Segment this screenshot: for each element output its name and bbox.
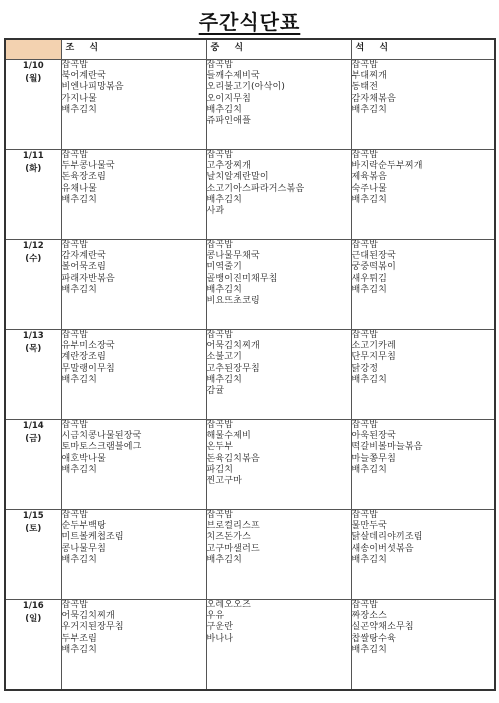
menu-item: 잡곡밥 [206, 420, 234, 430]
menu-item: 배추김치 [351, 554, 388, 565]
date-cell [5, 330, 61, 420]
date-label: 1/11 [22, 151, 44, 161]
menu-item: 두부콩나물국 [61, 161, 115, 172]
menu-item: 배추김치 [206, 284, 243, 295]
menu-item: 어묵김치찌개 [61, 611, 115, 622]
date-label: 1/12 [22, 241, 44, 251]
menu-item: 배추김치 [351, 374, 388, 385]
dinner-cell [351, 330, 495, 420]
menu-item: 새송이버섯볶음 [351, 543, 414, 554]
menu-item: 시금치콩나물된장국 [61, 431, 142, 442]
menu-item: 잡곡밥 [206, 510, 234, 520]
menu-item: 배추김치 [61, 284, 98, 295]
header-corner [5, 39, 61, 60]
table-row [5, 600, 495, 691]
breakfast-cell [61, 150, 206, 240]
menu-body [5, 60, 495, 691]
breakfast-cell [61, 600, 206, 691]
menu-item: 닭강정 [351, 363, 379, 374]
lunch-cell [206, 150, 351, 240]
menu-item: 잡곡밥 [206, 330, 234, 340]
lunch-cell [206, 60, 351, 150]
date-cell [5, 150, 61, 240]
menu-item: 배추김치 [351, 194, 388, 205]
menu-item: 감자계란국 [61, 251, 106, 262]
menu-item: 동태전 [351, 82, 379, 93]
menu-item: 해물수제비 [206, 431, 251, 442]
menu-item: 구운란 [206, 622, 234, 633]
menu-item: 잡곡밥 [351, 510, 379, 520]
weekday-label: (화) [25, 164, 42, 174]
menu-item: 아욱된장국 [351, 431, 396, 442]
menu-item: 사과 [206, 206, 225, 217]
menu-item: 소고기카레 [351, 341, 396, 352]
menu-item: 잡곡밥 [351, 240, 379, 250]
menu-item: 잡곡밥 [206, 60, 234, 70]
menu-item: 숙주나물 [351, 183, 388, 194]
menu-item: 우유 [206, 611, 225, 622]
menu-item: 파래자반볶음 [61, 273, 115, 284]
menu-item: 새우튀김 [351, 273, 388, 284]
menu-item: 배추김치 [351, 284, 388, 295]
menu-item: 비요뜨초코링 [206, 296, 260, 307]
table-row [5, 150, 495, 240]
menu-item: 배추김치 [61, 554, 98, 565]
breakfast-cell [61, 330, 206, 420]
menu-item: 잡곡밥 [206, 240, 234, 250]
menu-item: 배추김치 [61, 194, 98, 205]
menu-item: 두부조림 [61, 633, 98, 644]
lunch-cell [206, 420, 351, 510]
breakfast-cell [61, 240, 206, 330]
menu-item: 들깨수제비국 [206, 71, 260, 82]
lunch-cell [206, 510, 351, 600]
weekday-label: (토) [25, 524, 42, 534]
menu-item: 부대찌개 [351, 71, 388, 82]
menu-item: 잡곡밥 [61, 330, 89, 340]
dinner-cell [351, 240, 495, 330]
menu-item: 잡곡밥 [61, 150, 89, 160]
title-wrapper [0, 6, 499, 35]
menu-table [4, 38, 496, 691]
menu-item: 배추김치 [351, 104, 388, 115]
menu-item: 미트볼케첩조림 [61, 532, 124, 543]
date-cell [5, 510, 61, 600]
menu-item: 잡곡밥 [206, 150, 234, 160]
table-row [5, 60, 495, 150]
menu-item: 잡곡밥 [61, 60, 89, 70]
lunch-cell [206, 240, 351, 330]
menu-item: 치즈돈가스 [206, 532, 251, 543]
weekday-label: (금) [25, 434, 42, 444]
menu-item: 바나나 [206, 633, 234, 644]
menu-item: 온두부 [206, 442, 234, 453]
menu-item: 파김치 [206, 464, 234, 475]
menu-item: 고추장찌개 [206, 161, 251, 172]
breakfast-cell [61, 420, 206, 510]
menu-item: 미역줄기 [206, 262, 243, 273]
menu-item: 배추김치 [206, 104, 243, 115]
menu-item: 잡곡밥 [61, 240, 89, 250]
menu-item: 오리불고기(아삭이) [206, 82, 286, 93]
date-cell [5, 600, 61, 691]
date-cell [5, 420, 61, 510]
menu-item: 떡갈비볼마늘볶음 [351, 442, 423, 453]
menu-item: 잡곡밥 [61, 600, 89, 610]
menu-item: 닭살데리야끼조림 [351, 532, 423, 543]
menu-item: 콩나물무채국 [206, 251, 260, 262]
menu-item: 바지락순두부찌개 [351, 161, 423, 172]
menu-item: 잡곡밥 [61, 420, 89, 430]
menu-item: 돈육김치볶음 [206, 453, 260, 464]
breakfast-cell [61, 60, 206, 150]
menu-item: 콩나물무침 [61, 543, 106, 554]
menu-item: 배추김치 [206, 194, 243, 205]
date-label: 1/16 [22, 601, 44, 611]
dinner-cell [351, 420, 495, 510]
menu-item: 배추김치 [351, 464, 388, 475]
menu-item: 배추김치 [61, 374, 98, 385]
date-label: 1/14 [22, 421, 44, 431]
menu-item: 애호박나물 [61, 453, 106, 464]
menu-item: 비엔나피망볶음 [61, 82, 124, 93]
weekday-label: (일) [25, 614, 42, 624]
menu-item: 잡곡밥 [351, 420, 379, 430]
menu-item: 궁중떡볶이 [351, 262, 396, 273]
menu-item: 잡곡밥 [351, 330, 379, 340]
table-row [5, 330, 495, 420]
dinner-cell [351, 600, 495, 691]
menu-item: 제육볶음 [351, 172, 388, 183]
menu-item: 순두부백탕 [61, 521, 106, 532]
date-label: 1/15 [22, 511, 44, 521]
menu-item: 볼어묵조림 [61, 262, 106, 273]
lunch-cell [206, 330, 351, 420]
menu-item: 소고기아스파라거스볶음 [206, 183, 305, 194]
menu-item: 실곤약채소무침 [351, 622, 414, 633]
header-lunch: 중 식 [206, 39, 351, 60]
menu-item: 배추김치 [351, 644, 388, 655]
header-breakfast: 조 식 [61, 39, 206, 60]
menu-item: 오이지무침 [206, 93, 251, 104]
menu-item: 유부미소장국 [61, 341, 115, 352]
weekday-label: (수) [25, 254, 42, 264]
dinner-cell [351, 60, 495, 150]
menu-item: 골뱅이진미채무침 [206, 273, 278, 284]
table-row [5, 240, 495, 330]
menu-item: 유채나물 [61, 183, 98, 194]
header-dinner: 석 식 [351, 39, 495, 60]
lunch-cell [206, 600, 351, 691]
menu-item: 쥬파인애플 [206, 116, 251, 127]
weekday-label: (목) [25, 344, 42, 354]
menu-item: 배추김치 [61, 104, 98, 115]
menu-item: 계란장조림 [61, 352, 106, 363]
menu-item: 토마토스크램블에그 [61, 442, 142, 453]
menu-item: 가지나물 [61, 93, 98, 104]
table-row [5, 420, 495, 510]
menu-item: 잡곡밥 [351, 150, 379, 160]
menu-item: 잡곡밥 [61, 510, 89, 520]
menu-item: 감귤 [206, 386, 225, 397]
menu-item: 오레오오즈 [206, 600, 251, 610]
menu-item: 배추김치 [206, 554, 243, 565]
menu-item: 짜장소스 [351, 611, 388, 622]
menu-item: 잡곡밥 [351, 600, 379, 610]
menu-item: 마늘쫑무침 [351, 453, 396, 464]
date-cell [5, 240, 61, 330]
menu-item: 근대된장국 [351, 251, 396, 262]
menu-item: 브로컬리스프 [206, 521, 260, 532]
date-label: 1/13 [22, 331, 44, 341]
menu-item: 날치알계란말이 [206, 172, 269, 183]
dinner-cell [351, 150, 495, 240]
menu-item: 어묵김치찌개 [206, 341, 260, 352]
page-title: 주간식단표 [198, 10, 301, 34]
menu-item: 단무지무침 [351, 352, 396, 363]
table-row [5, 510, 495, 600]
menu-item: 우거지된장무침 [61, 622, 124, 633]
menu-item: 무말랭이무침 [61, 363, 115, 374]
menu-item: 돈육장조림 [61, 172, 106, 183]
menu-item: 고추된장무침 [206, 363, 260, 374]
menu-item: 북어계란국 [61, 71, 106, 82]
menu-item: 물만두국 [351, 521, 388, 532]
menu-item: 감자채볶음 [351, 93, 396, 104]
menu-item: 고구마샐러드 [206, 543, 260, 554]
menu-item: 배추김치 [61, 644, 98, 655]
date-label: 1/10 [22, 61, 44, 71]
menu-item: 배추김치 [206, 374, 243, 385]
menu-item: 찐고구마 [206, 476, 243, 487]
breakfast-cell [61, 510, 206, 600]
menu-item: 소불고기 [206, 352, 243, 363]
dinner-cell [351, 510, 495, 600]
menu-item: 배추김치 [61, 464, 98, 475]
menu-item: 찹쌀탕수육 [351, 633, 396, 644]
weekday-label: (월) [25, 74, 42, 84]
date-cell [5, 60, 61, 150]
menu-item: 잡곡밥 [351, 60, 379, 70]
header-row [5, 39, 495, 60]
